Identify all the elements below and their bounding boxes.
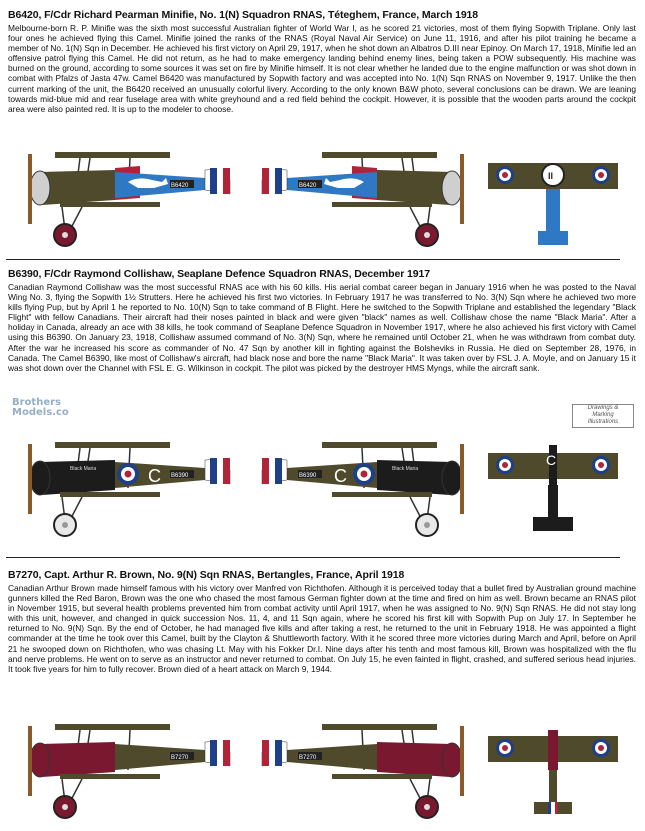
profile-left-b6420 <box>20 150 240 250</box>
front-view-b6390 <box>488 445 628 540</box>
fuselage-letter: C <box>546 452 557 468</box>
section-title: B7270, Capt. Arthur R. Brown, No. 9(N) Sqn RNAS, Bertangles, France, April 1918 <box>8 569 405 581</box>
profile-right-b7270 <box>252 722 472 822</box>
section-body: Canadian Raymond Collishaw was the most successful RNAS ace with his 60 kills. His aerial combat career began in January 1916 when he was posted to the Naval Wing No. 3, flying the Sopwith 1½ Strutters. Here he achieved his first two victories. In February 1917 he was transferred to No. 3(N) Sqn where he achieved two more kills flying Pup, but by April 1 he reported to No. 10(N) Sqn to take command of B Flight. Here he switched to the Sopwith Triplane and established the legendary "Black Flight" with fellow Canadians. Their aircraft had their noses painted in black and were given "black" names as well. Collishaw chose the name "Black Maria". After a holiday in Canada, already an ace with 38 kills, he took command of Seaplane Defence Squadron in November 1917, where he also achieved his first victory with Camel using this B6390. On January 23, 1918, Collishaw assumed command of No. 3(N) Sqn, where he remained until October 21, when he was withdrawn from combat duty. After the war he increased his score as commander of No. 47 Sqn by another kill in fighting against the Bolsheviks in Russia. He died on September 28, 1976, in Canada. The Camel B6390, like most of Collishaw's aircraft, had black nose and bore the name "Black Maria". It was taken over by FSL J. A. Moyle, and on January 15 it was shot down over the Channel with FSL E. G. Wilkinson in cockpit. The pilot was picked by the destroyer HMS Myngs, while the aircraft sank. <box>8 282 636 373</box>
profile-left-b6390 <box>20 440 240 540</box>
section-body: Canadian Arthur Brown made himself famous with his victory over Manfred von Richthofen. Although it is perceived today that a bullet fired by Australian ground machine gunners killed the Red Baron, Brown was the one who chased the most famous German fighter down at the time and fired on him as well. Brown became an RNAS pilot in November 1915, but several health problems prevented him from combat activity until April 1917, when he was assigned to No. 9(N) Sqn RNAS. He did not stay long with this unit, however, and changed in quick succession Nos. 11, 4, and 11 Sqn again, where he scored his first kill with Sopwith Pup on July 17. In September he returned to No. 9(N) Sqn. By the end of October, he had managed five kills and after taking a rest, he returned to the unit in February 1918. He was appointed a flight commander at the time he took over this Camel, built by the Clayton & Shuttleworth factory. With it he scored three more victories during March and April, before on April 21 he swooped down on Richthofen, who was chasing Lt. May with his Fokker Dr.I. Nine days after his tenth and most famous kill, Brown was hospitalized with the flu and nerve problems. He went on to serve as an instructor and never returned to combat. On July 15, he even fainted in flight, crashed, and suffered serious head injuries. It took five years for him to fully recover. Brown died of a heart attack on March 9, 1944. <box>8 583 636 674</box>
illustration-stamp: Drawings & Marking Illustrations <box>572 404 634 428</box>
profile-left-b7270 <box>20 722 240 822</box>
cowl-letter: II <box>548 171 554 181</box>
front-view-b7270 <box>488 730 628 825</box>
divider <box>6 557 620 558</box>
profile-right-b6420 <box>252 150 472 250</box>
divider <box>6 259 620 260</box>
nose-name: Black Maria <box>70 466 97 472</box>
fuselage-letter: C <box>560 518 569 532</box>
section-title: B6390, F/Cdr Raymond Collishaw, Seaplane Defence Squadron RNAS, December 1917 <box>8 268 430 280</box>
profile-right-b6390 <box>252 440 472 540</box>
front-view-b6420 <box>488 155 628 250</box>
nose-name: Black Maria <box>392 466 419 472</box>
serial-text: B6420 <box>299 183 317 189</box>
serial-text: B6390 <box>299 473 317 479</box>
fuselage-letter: C <box>148 466 161 486</box>
brothers-models-watermark: Brothers Models.co <box>12 397 69 418</box>
section-body: Melbourne-born R. P. Minifie was the sixth most successful Australian fighter of World War I, as he scored 21 victories, most of them flying Sopwith Triplane. Only last four ones he achieved flying this Camel. Minifie joined the ranks of the RNAS (Royal Naval Air Service) on June 11, 1916, and after his pilot training he became a member of No. 1(N) Sqn in December. He achieved his first victory on April 29, 1917, when he shot down an Albatros D.III near Epinoy. On March 17, 1918, Minifie led an offensive patrol flying this Camel. He did not return, as he had to make emergency landing behind enemy lines, being taken a POW subsequently. His machine was burned on the ground, according to some sources it was set on fire by Minifie himself. It is not clear whether he landed due to the engine malfunction or was shot down in combat with Pfalzs of Jasta 47w. Camel B6420 was manufactured by Sopwith factory and was accepted into No. 1(N) Sqn RNAS on November 9, 1917. Unlike the then current marking of the unit, the B6420 received an unusually colorful livery. According to the only known B&W photo, several conclusions can be drawn. We are leaning towards mid-blue mid and rear fuselage area with white greyhound and a red field behind the cockpit. However, it is possible that the wooden parts around the cockpit area were also painted red. It is up to the modeler to choose. <box>8 23 636 114</box>
serial-text: B7270 <box>299 755 317 761</box>
serial-text: B6390 <box>171 473 189 479</box>
serial-text: B7270 <box>171 755 189 761</box>
serial-text: B6420 <box>171 183 189 189</box>
section-title: B6420, F/Cdr Richard Pearman Minifie, No. 1(N) Squadron RNAS, Téteghem, France, March 1918 <box>8 9 479 21</box>
fuselage-letter: C <box>334 466 347 486</box>
